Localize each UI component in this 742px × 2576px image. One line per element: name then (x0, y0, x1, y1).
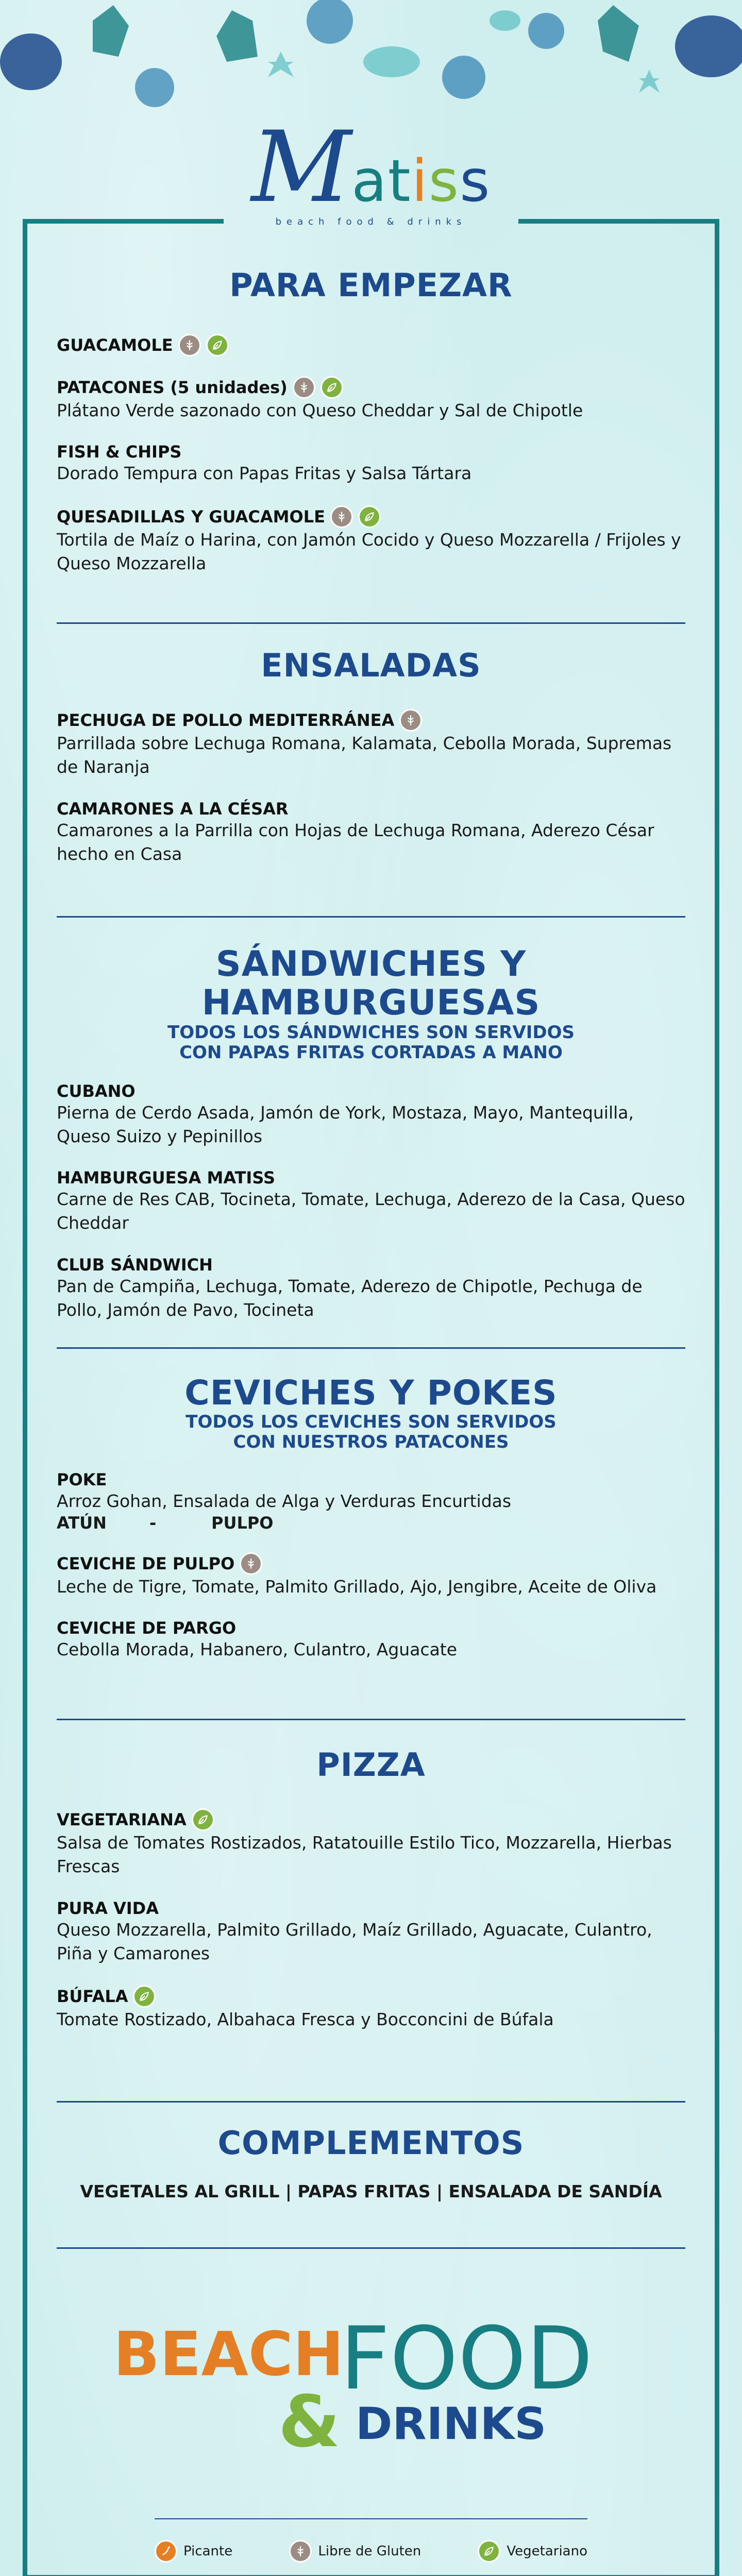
menu-item (57, 376, 685, 422)
item-description: Salsa de Tomates Rostizados, Ratatouille Estilo Tico, Mozzarella, Hierbas Frescas (57, 1833, 672, 1877)
menu-item (57, 1081, 685, 1148)
item-name: FISH & CHIPS (57, 442, 182, 462)
item-name: CEVICHE DE PARGO (57, 1618, 237, 1638)
logo-letter: t (387, 148, 412, 215)
logo-rest (351, 148, 491, 215)
menu-item (57, 1168, 685, 1235)
item-description: Pierna de Cerdo Asada, Jamón de York, Mostaza, Mayo, Mantequilla, Queso Suizo y Pepinillos (57, 1102, 634, 1146)
item-description: Cebolla Morada, Habanero, Culantro, Aguacate (57, 1639, 458, 1660)
menu-item (57, 799, 685, 866)
menu-item (57, 1255, 685, 1322)
menu-item (57, 1985, 685, 2031)
menu-item (57, 334, 685, 357)
item-name: CAMARONES A LA CÉSAR (57, 799, 289, 819)
item-name: CLUB SÁNDWICH (57, 1255, 213, 1275)
gluten-free-icon (399, 709, 422, 732)
menu-item (57, 709, 685, 779)
frame-top-right (518, 219, 719, 224)
legend-label: Libre de Gluten (318, 2544, 421, 2559)
legend-label: Vegetariano (507, 2544, 587, 2559)
section-divider (57, 1719, 685, 1720)
item-description: Tortila de Maíz o Harina, con Jamón Cocido y Queso Mozzarella / Frijoles y Queso Mozzarella (57, 529, 681, 573)
menu-item (57, 1552, 685, 1599)
matiss-logo (227, 110, 515, 237)
item-name: PURA VIDA (57, 1898, 159, 1918)
section-title: CEVICHES Y POKES (184, 1373, 558, 1413)
item-name: POKE (57, 1469, 107, 1489)
section-subtitle: TODOS LOS SÁNDWICHES SON SERVIDOS (167, 1022, 575, 1043)
section-subtitle: TODOS LOS CEVICHES SON SERVIDOS (185, 1411, 556, 1432)
vegetarian-icon (206, 334, 229, 357)
item-description: Pan de Campiña, Lechuga, Tomate, Aderezo de Chipotle, Pechuga de Pollo, Jamón de Pavo, Tocineta (57, 1276, 643, 1320)
section-subtitle: CON NUESTROS PATACONES (233, 1431, 509, 1452)
spicy-icon (155, 2540, 177, 2563)
section-subtitle: CON PAPAS FRITAS CORTADAS A MANO (179, 1042, 563, 1063)
vegetarian-icon (358, 505, 381, 528)
section-title: ENSALADAS (261, 647, 481, 684)
wordmark-drinks: DRINKS (356, 2398, 547, 2450)
poke-option-pulpo: PULPO (211, 1513, 274, 1533)
item-name: PECHUGA DE POLLO MEDITERRÁNEA (57, 710, 395, 731)
gluten-free-icon (240, 1552, 262, 1575)
item-description: Parrillada sobre Lechuga Romana, Kalamata, Cebolla Morada, Supremas de Naranja (57, 733, 672, 777)
logo-tagline: beach food & drinks (275, 216, 467, 227)
section-divider (57, 622, 685, 624)
complementos-list: VEGETALES AL GRILL | PAPAS FRITAS | ENSALADA DE SANDÍA (80, 2181, 662, 2202)
section-ensaladas (57, 648, 685, 866)
poke-option-atun: ATÚN (57, 1513, 107, 1533)
item-description: Carne de Res CAB, Tocineta, Tomate, Lechuga, Aderezo de la Casa, Queso Cheddar (57, 1189, 685, 1233)
gluten-free-icon (178, 334, 201, 357)
section-title: COMPLEMENTOS (217, 2124, 525, 2162)
legend-label: Picante (183, 2544, 233, 2559)
section-para-empezar (57, 268, 685, 575)
item-description: Tomate Rostizado, Albahaca Fresca y Bocconcini de Búfala (57, 2009, 554, 2029)
vegetarian-icon (192, 1808, 214, 1831)
item-description: Plátano Verde sazonado con Queso Cheddar y Sal de Chipotle (57, 400, 583, 421)
legend (155, 2540, 587, 2563)
vegetarian-icon (478, 2540, 500, 2563)
item-description: Dorado Tempura con Papas Fritas y Salsa Tártara (57, 463, 472, 484)
gluten-free-icon (330, 505, 353, 528)
frame-top-left (23, 219, 224, 224)
menu-item (57, 442, 685, 485)
legend-item-spicy (155, 2540, 232, 2563)
item-name: QUESADILLAS Y GUACAMOLE (57, 506, 325, 527)
vegetarian-icon (133, 1985, 156, 2008)
item-name: CUBANO (57, 1081, 136, 1101)
logo-initial: M (251, 110, 352, 224)
item-description: Leche de Tigre, Tomate, Palmito Grillado, Ajo, Jengibre, Aceite de Oliva (57, 1576, 657, 1597)
section-divider (57, 1347, 685, 1349)
logo-letter: s (460, 148, 491, 215)
poke-options (57, 1513, 685, 1533)
legend-item-vegetarian (478, 2540, 587, 2563)
logo-letter: a (351, 148, 388, 215)
beach-food-drinks-wordmark (113, 2308, 629, 2463)
menu-item-poke (57, 1470, 685, 1533)
menu-item (57, 1618, 685, 1662)
item-name: CEVICHE DE PULPO (57, 1553, 235, 1573)
logo-letter: s (428, 148, 460, 215)
wordmark-ampersand: & (278, 2380, 341, 2463)
section-complementos (57, 2126, 685, 2201)
section-divider (57, 916, 685, 918)
wordmark-food: FOOD (340, 2308, 593, 2409)
section-title: SÁNDWICHES Y HAMBURGUESAS (201, 944, 541, 1023)
legend-divider (155, 2518, 587, 2519)
section-pizza (57, 1748, 685, 2031)
section-divider (57, 2101, 685, 2103)
section-sandwiches (57, 945, 685, 1322)
item-name: BÚFALA (57, 1986, 128, 2006)
legend-item-gluten-free (289, 2540, 421, 2563)
logo-letter: i (411, 148, 429, 215)
item-description: Arroz Gohan, Ensalada de Alga y Verduras Encurtidas (57, 1490, 512, 1511)
item-name: PATACONES (5 unidades) (57, 378, 288, 398)
menu-item (57, 1808, 685, 1878)
gluten-free-icon (289, 2540, 312, 2563)
item-name: VEGETARIANA (57, 1810, 187, 1830)
menu-item (57, 1899, 685, 1965)
item-name: HAMBURGUESA MATISS (57, 1168, 275, 1188)
poke-separator: - (149, 1513, 157, 1533)
vegetarian-icon (321, 376, 343, 399)
menu-item (57, 505, 685, 575)
item-name: GUACAMOLE (57, 335, 173, 355)
gluten-free-icon (293, 376, 315, 399)
item-description: Camarones a la Parrilla con Hojas de Lechuga Romana, Aderezo César hecho en Casa (57, 820, 654, 864)
section-ceviches (57, 1375, 685, 1662)
item-description: Queso Mozzarella, Palmito Grillado, Maíz Grillado, Aguacate, Culantro, Piña y Camarones (57, 1919, 652, 1963)
section-title: PIZZA (316, 1746, 426, 1784)
sea-life-decoration (0, 0, 742, 108)
wordmark-beach: BEACH (113, 2318, 344, 2389)
section-divider (57, 2247, 685, 2249)
section-title: PARA EMPEZAR (229, 266, 513, 304)
